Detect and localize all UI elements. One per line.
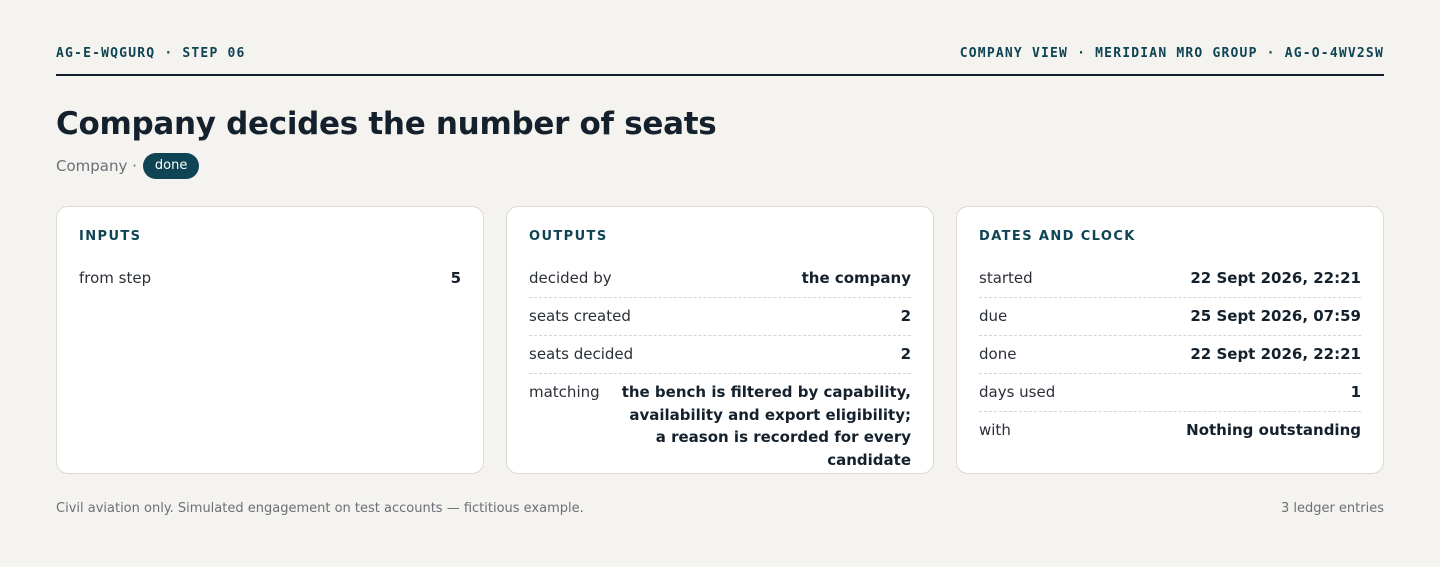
outputs-heading: OUTPUTS — [529, 229, 608, 244]
row-value: Nothing outstanding — [1186, 421, 1361, 439]
dates-heading: DATES AND CLOCK — [979, 229, 1136, 244]
row-key: seats created — [529, 307, 631, 325]
dates-card — [956, 206, 1384, 474]
disclaimer-note: Civil aviation only. Simulated engagement on test accounts — fictitious example. — [56, 501, 584, 516]
row-key: days used — [979, 383, 1056, 401]
outputs-card — [506, 206, 934, 474]
outputs-row — [529, 336, 911, 374]
top-bar — [56, 46, 1384, 76]
row-value: 5 — [450, 269, 461, 287]
outputs-row — [529, 298, 911, 336]
page-title: Company decides the number of seats — [56, 106, 717, 142]
row-value: the company — [801, 269, 911, 287]
dates-row — [979, 412, 1361, 449]
row-value: 22 Sept 2026, 22:21 — [1190, 345, 1361, 363]
outputs-row — [529, 260, 911, 298]
dates-row — [979, 374, 1361, 412]
dates-row — [979, 336, 1361, 374]
subtitle — [56, 153, 199, 179]
row-value: 22 Sept 2026, 22:21 — [1190, 269, 1361, 287]
cards — [56, 206, 1384, 474]
row-value: 2 — [900, 307, 911, 325]
row-value: 2 — [900, 345, 911, 363]
role-label: Company · — [56, 157, 137, 175]
row-value: the bench is filtered by capability, availability and export eligibility; a reason is recorded for every candidate — [621, 383, 911, 469]
dates-row — [979, 260, 1361, 298]
inputs-row — [79, 260, 461, 297]
row-key: matching — [529, 383, 600, 401]
footer — [56, 501, 1384, 516]
row-key: due — [979, 307, 1008, 325]
inputs-card — [56, 206, 484, 474]
row-value: 1 — [1350, 383, 1361, 401]
ledger-count: 3 ledger entries — [1280, 501, 1384, 516]
outputs-row — [529, 374, 911, 480]
company-view-label: COMPANY VIEW · MERIDIAN MRO GROUP · AG-O-4WV2SW — [959, 46, 1384, 61]
engagement-step-label: AG-E-WQGURQ · STEP 06 — [56, 46, 246, 61]
row-key: started — [979, 269, 1033, 287]
inputs-heading: INPUTS — [79, 229, 142, 244]
row-value: 25 Sept 2026, 07:59 — [1190, 307, 1361, 325]
row-key: from step — [79, 269, 152, 287]
row-key: done — [979, 345, 1017, 363]
status-badge: done — [143, 153, 199, 179]
row-key: seats decided — [529, 345, 634, 363]
row-key: decided by — [529, 269, 612, 287]
row-key: with — [979, 421, 1011, 439]
dates-row — [979, 298, 1361, 336]
